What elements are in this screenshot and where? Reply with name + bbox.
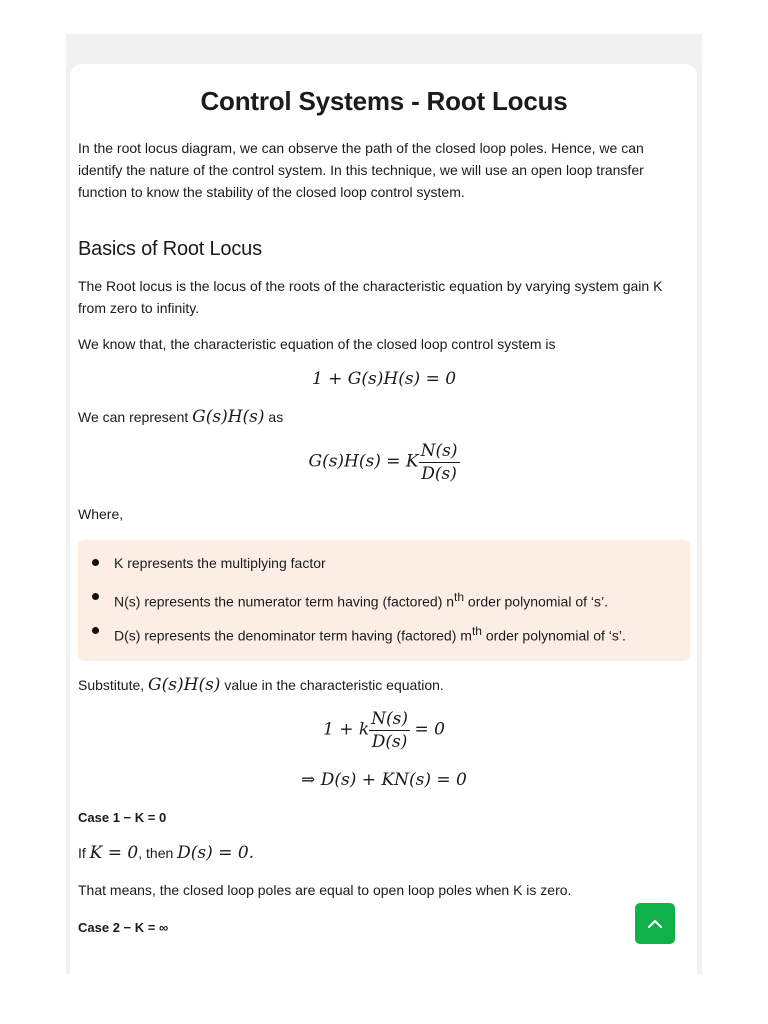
list-item: D(s) represents the denominator term having (factored) $m^{th}$ order polynomial of ‘s’. <box>92 620 626 654</box>
page-title: Control Systems - Root Locus <box>200 86 568 116</box>
bullet-icon <box>92 593 99 600</box>
definition-note-box <box>78 540 690 661</box>
section-heading: Basics of Root Locus <box>78 238 262 260</box>
equation-open-loop-tf: G(s)H(s) = K $\frac{N(s)}{D(s)}$ <box>308 441 458 484</box>
where-label: Where, <box>78 506 124 522</box>
fraction: $\frac{N(s)}{D(s)}$ <box>420 441 458 484</box>
equation-result: ⇒ D(s) + KN(s) = 0 <box>301 770 467 790</box>
bullet-icon <box>92 559 99 566</box>
if-line: If K = 0, then D(s) = 0. <box>78 843 255 863</box>
equation-substituted: 1 + k $\frac{N(s)}{D(s)}$ = 0 <box>322 709 445 752</box>
case-1-heading: Case 1 − K = 0 <box>78 810 167 825</box>
substitute-line: Substitute, G(s)H(s) value in the characteristic equation. <box>78 675 444 695</box>
root-locus-definition: The Root locus is the locus of the roots of the characteristic equation by varying system gain K from zero to infinity. <box>78 278 663 316</box>
characteristic-equation-intro: We know that, the characteristic equation of the closed loop control system is <box>78 336 556 352</box>
intro-paragraph: In the root locus diagram, we can observe the path of the closed loop poles. Hence, we can identify the nature of the control system. In this technique, we will use an open loop transfer function to know the stability of the closed loop control system. <box>78 140 644 200</box>
chevron-up-icon <box>646 915 664 933</box>
scroll-to-top-button[interactable] <box>635 903 675 944</box>
list-item: N(s) represents the numerator term having (factored) $n^{th}$ order polynomial of ‘s’. <box>92 586 626 620</box>
definition-list <box>92 552 626 654</box>
equation-characteristic: 1 + G(s)H(s) = 0 <box>311 369 457 389</box>
represent-line: We can represent G(s)H(s) as <box>78 407 284 427</box>
fraction: $\frac{N(s)}{D(s)}$ <box>371 709 409 752</box>
list-item: K represents the multiplying factor <box>92 552 626 586</box>
case-2-heading: Case 2 − K = ∞ <box>78 920 169 935</box>
bullet-icon <box>92 627 99 634</box>
closed-loop-poles-note: That means, the closed loop poles are equal to open loop poles when K is zero. <box>78 882 572 898</box>
